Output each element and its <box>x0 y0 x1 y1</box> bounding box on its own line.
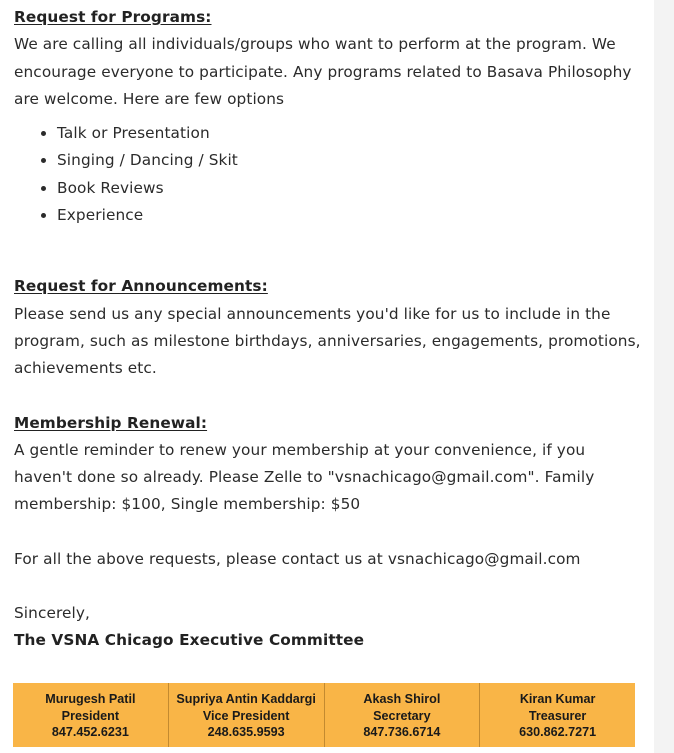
officer-phone: 248.635.9593 <box>207 725 285 740</box>
officer-role: President <box>61 708 120 723</box>
officer-name: Akash Shirol <box>363 692 441 707</box>
program-option-item: • Singing / Dancing / Skit <box>57 147 644 174</box>
officer-role: Vice President <box>202 708 290 723</box>
programs-heading: Request for Programs: <box>14 8 212 26</box>
officer-card-vice-president <box>169 683 325 747</box>
spacer <box>14 383 644 410</box>
membership-body: A gentle reminder to renew your membership at your convenience, if you haven't done so already. Please Zelle to "vsnachicago@gmail.com". Family membership: $100, Single membership: $50 <box>14 440 595 514</box>
program-option-item: • Talk or Presentation <box>57 120 644 147</box>
membership-section <box>14 410 644 519</box>
officer-phone: 630.862.7271 <box>519 725 597 740</box>
spacer <box>14 573 644 600</box>
announcements-heading: Request for Announcements: <box>14 277 268 296</box>
announcements-section <box>14 273 644 382</box>
program-options-list <box>14 120 644 229</box>
officer-name: Kiran Kumar <box>519 692 596 707</box>
announcements-body: Please send us any special announcements you'd like for us to include in the program, such as milestone birthdays, anniversaries, engagements, promotions, achievements etc. <box>14 304 641 378</box>
program-option-item: • Book Reviews <box>57 175 644 202</box>
officer-phone: 847.736.6714 <box>363 725 441 740</box>
officer-card-secretary <box>325 683 481 747</box>
committee-signature: The VSNA Chicago Executive Committee <box>14 631 365 650</box>
spacer <box>14 229 644 273</box>
scroll-gutter <box>654 0 674 753</box>
spacer <box>14 519 644 546</box>
officer-role: Secretary <box>373 708 431 723</box>
officers-banner <box>13 683 635 747</box>
officer-name: Murugesh Patil <box>45 692 136 707</box>
membership-heading: Membership Renewal: <box>14 413 208 432</box>
officer-card-president <box>13 683 169 747</box>
officer-name: Supriya Antin Kaddargi <box>176 692 316 707</box>
program-option-item: • Experience <box>57 202 644 229</box>
email-body <box>14 4 644 655</box>
officer-card-treasurer <box>480 683 635 747</box>
programs-body: We are calling all individuals/groups who want to perform at the program. We encourage everyone to participate. Any programs related to Basava Philosophy are welcome. Here are few options <box>14 35 632 108</box>
programs-section <box>14 4 644 229</box>
officer-phone: 847.452.6231 <box>51 725 129 740</box>
officer-role: Treasurer <box>528 708 587 723</box>
contact-text: For all the above requests, please contact us at vsnachicago@gmail.com <box>14 549 581 568</box>
closing-salutation: Sincerely, <box>14 604 91 623</box>
